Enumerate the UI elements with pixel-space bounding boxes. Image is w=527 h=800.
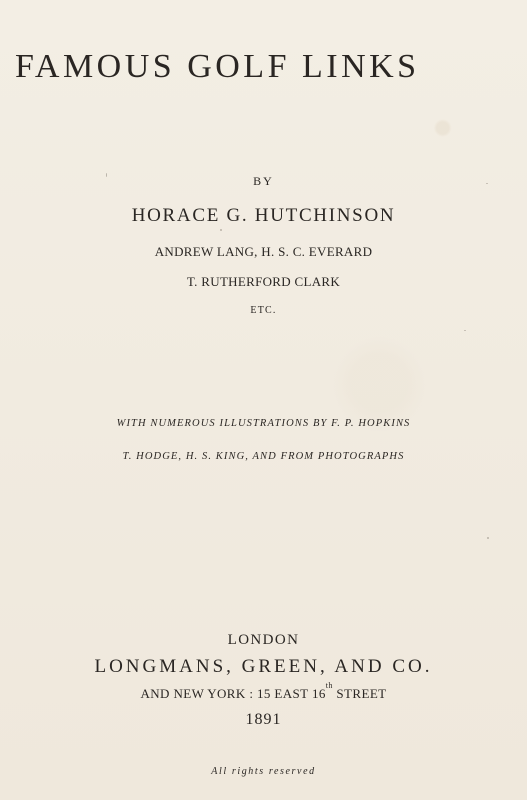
book-title: FAMOUS GOLF LINKS [15,48,420,85]
paper-speck [220,229,222,231]
imprint-year: 1891 [245,711,282,728]
imprint-address-superscript: th [325,681,333,691]
paper-speck [486,183,488,184]
illustrations-line-1: WITH NUMEROUS ILLUSTRATIONS BY F. P. HOPKINS [116,418,411,429]
primary-author: HORACE G. HUTCHINSON [131,205,396,226]
imprint-address-suffix: STREET [332,686,387,701]
rights-notice: All rights reserved [211,766,316,777]
imprint-address-prefix: AND NEW YORK : 15 EAST 16 [140,686,326,701]
imprint-address [0,681,527,702]
imprint-city: LONDON [227,632,300,648]
paper-speck [487,537,489,539]
contributors-etc: ETC. [250,305,277,316]
imprint-publisher: LONGMANS, GREEN, AND CO. [94,656,433,677]
contributors-line-2: T. RUTHERFORD CLARK [186,274,341,289]
contributors-line-1: ANDREW LANG, H. S. C. EVERARD [154,244,373,259]
byline: BY [253,174,274,188]
illustrations-line-2: T. HODGE, H. S. KING, AND FROM PHOTOGRAPHS [122,451,405,462]
paper-speck [106,173,107,177]
paper-speck [464,330,466,331]
